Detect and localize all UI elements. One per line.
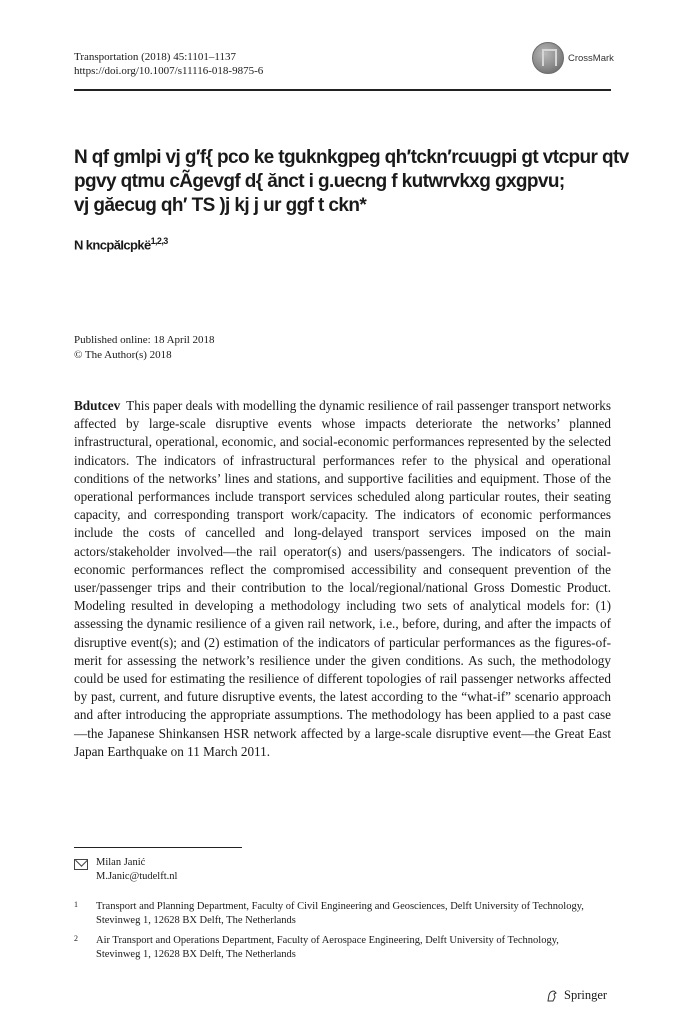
abstract [74,397,611,761]
affiliation-number: 1 [74,900,78,909]
footnote-rule [74,847,242,848]
copyright-line: © The Author(s) 2018 [74,349,172,361]
abstract-heading: Bdutcev [74,398,121,413]
corresponding-author [74,856,177,884]
affiliation-1 [74,900,594,928]
publisher-name: Springer [564,988,608,1002]
author-affil-marks: 1,2,3 [150,236,168,246]
title-line: N qf gmlpi vj g′f{ pco ke tguknkgpeg qh′tckn′rcuugpi gt vtcpur qtv [74,147,629,168]
affiliation-text: Transport and Planning Department, Faculty of Civil Engineering and Geosciences, Delft University of Technology, Stevinweg 1, 12628 BX Delft, The Netherlands [96,901,584,926]
publication-info [74,333,215,363]
crossmark-label: CrossMark [568,52,614,64]
published-date: Published online: 18 April 2018 [74,334,215,346]
publisher-logo [545,988,607,1003]
affiliation-number: 2 [74,934,78,943]
journal-line: Transportation (2018) 45:1101–1137 [74,51,236,63]
abstract-text: This paper deals with modelling the dynamic resilience of rail passenger transport networks affected by large-scale disruptive events whose impacts deteriorate the networks’ planned infrastructural, operational, economic, and social-economic performances represented by the selected indicators. The indicators of infrastructural performances refer to the physical and operational conditions of the networks’ lines and stations, and supportive facilities and equipment. Those of the operational performances include transport services scheduled along particular routes, their seating capacity, and corresponding transport work/capacity. The indicators of economic performances include the costs of cancelled and long-delayed transport services imposed on the main actors/stakeholder involved—the rail operator(s) and users/passengers. The indicators of social-economic performances reflect the compromised accessibility and consequent prevention of the user/passenger trips and their contribution to the local/regional/national Gross Domestic Product. Modeling resulted in developing a methodology including two sets of analytical models for: (1) assessing the dynamic resilience of a given rail network, i.e., before, during, and after the impacts of disruptive event(s); and (2) estimation of the indicators of particular performances as the figures-of-merit for assessing the network’s resilience under the given conditions. As such, the methodology could be used for estimating the resilience of different topologies of rail passenger networks affected by past, current, and future disruptive events, the latest according to the “what-if” scenario approach and after introducing the appropriate assumptions. The methodology has been applied to a past case—the Japanese Shinkansen HSR network affected by a large-scale disruptive event—the Great East Japan Earthquake on 11 March 2011. [74,398,611,759]
mail-icon [74,859,88,870]
title-line: pgvy qtmu cÃgevgf d{ ănct i g.uecng f kutwrvkxg gxgpvu; [74,171,565,192]
author-line [74,236,168,252]
journal-citation [74,50,263,78]
crossmark-icon [532,42,564,74]
crossmark-badge[interactable] [532,42,614,74]
contact-name: Milan Janić [96,857,146,868]
article-title [74,146,629,218]
doi-link[interactable]: https://doi.org/10.1007/s11116-018-9875-6 [74,65,264,77]
title-line: vj găecug qh′ TS )j kj j ur ggf t ckn* [74,195,367,216]
springer-horse-icon [545,989,559,1003]
author-name: N kncpăIcpkë [74,237,151,253]
contact-email[interactable]: M.Janic@tudelft.nl [96,871,178,882]
affiliation-2 [74,934,594,962]
header-rule [74,89,611,91]
affiliation-text: Air Transport and Operations Department, Faculty of Aerospace Engineering, Delft University of Technology, Stevinweg 1, 12628 BX Delft, The Netherlands [96,935,559,960]
